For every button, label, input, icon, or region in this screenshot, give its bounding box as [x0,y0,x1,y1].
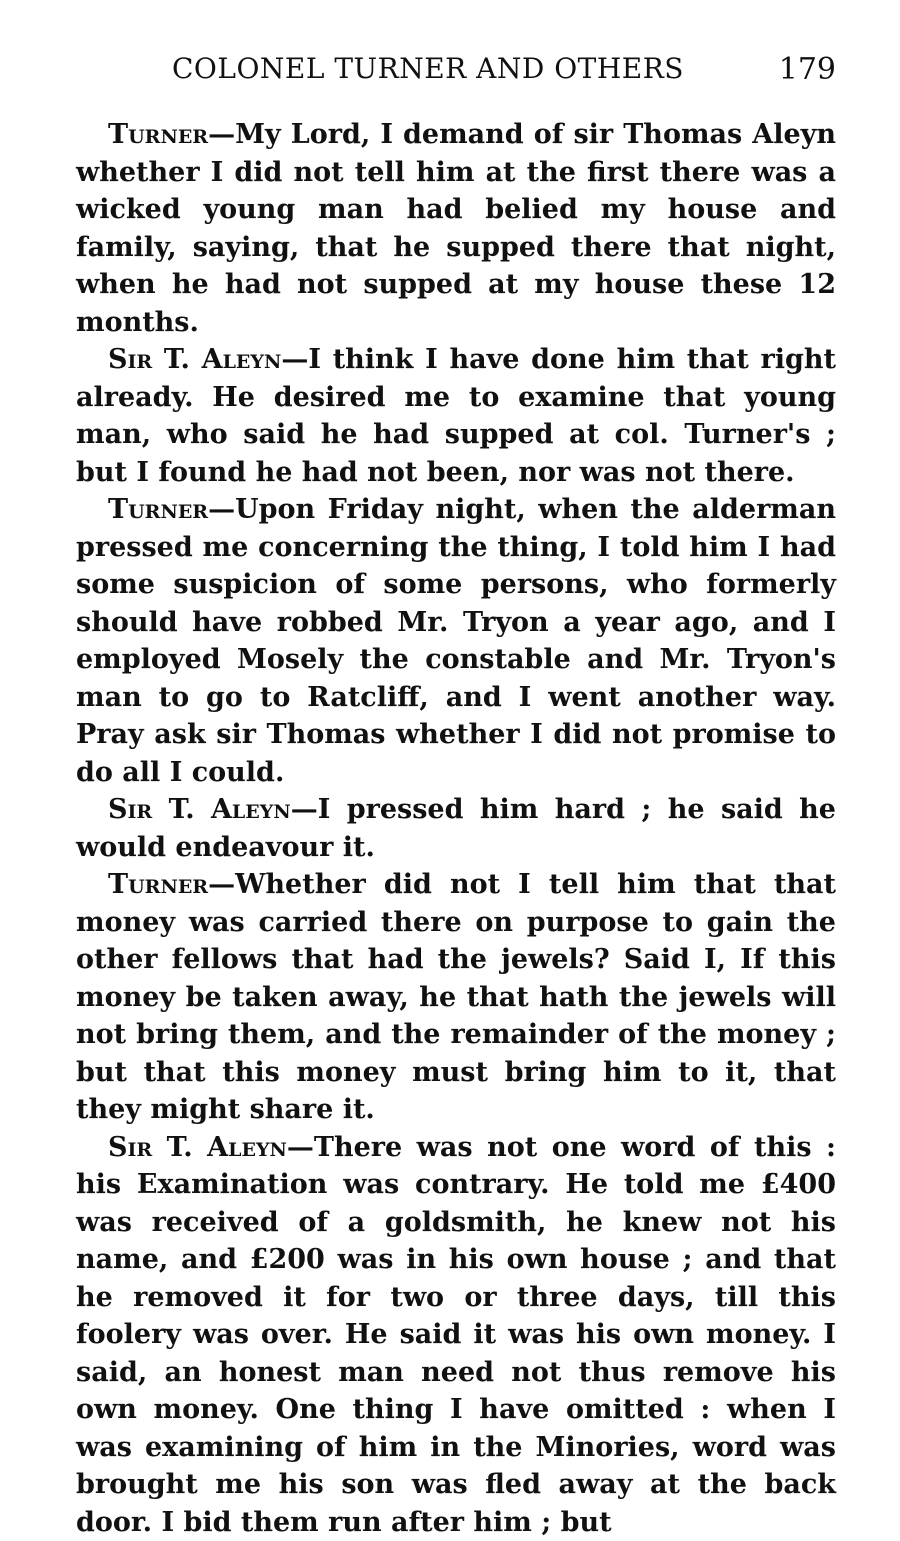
paragraph-text: —I think I have done him that right already. He desired me to examine that young man, who said he had supped at col. Turner's ; but I found he had not been, nor was not there. [76,344,836,488]
speaker-name: Turner [108,869,208,900]
speaker-name: Turner [108,494,208,525]
speaker-name: Turner [108,119,208,150]
paragraph-text: —Whether did not I tell him that that money was carried there on purpose to gain the other fellows that had the jewels? Said I, If this money be taken away, he that hath the jewels will not bring them, and the remainder of the money ; but that this money must bring him to it, that they might share it. [76,869,836,1125]
paragraph [76,491,836,791]
paragraph-text: —There was not one word of this : his Examination was contrary. He told me £400 was received of a goldsmith, he knew not his name, and £200 was in his own house ; and that he removed it for two or three days, till this foolery was over. He said it was his own money. I said, an honest man need not thus remove his own money. One thing I have omitted : when I was examining of him in the Minories, word was brought me his son was fled away at the back door. I bid them run after him ; but [76,1132,836,1538]
body-text [76,116,836,1541]
speaker-name: Sir T. Aleyn [108,794,291,825]
paragraph [76,791,836,866]
speaker-name: Sir T. Aleyn [108,1132,287,1163]
paragraph-text: —I pressed him hard ; he said he would endeavour it. [76,794,836,863]
paragraph [76,341,836,491]
running-head [76,52,836,96]
speaker-name: Sir T. Aleyn [108,344,281,375]
paragraph-text: —My Lord, I demand of sir Thomas Aleyn whether I did not tell him at the first there was a wicked young man had belied my house and family, saying, that he supped there that night, when he had not supped at my house these 12 months. [76,119,836,338]
paragraph [76,1129,836,1541]
running-title: COLONEL TURNER AND OTHERS [172,52,684,85]
page-number: 179 [779,52,836,87]
paragraph-text: —Upon Friday night, when the alderman pressed me concerning the thing, I told him I had some suspicion of some persons, who formerly should have robbed Mr. Tryon a year ago, and I employed Mosely the constable and Mr. Tryon's man to go to Ratcliff, and I went another way. Pray ask sir Thomas whether I did not promise to do all I could. [76,494,836,788]
paragraph [76,866,836,1129]
paragraph [76,116,836,341]
